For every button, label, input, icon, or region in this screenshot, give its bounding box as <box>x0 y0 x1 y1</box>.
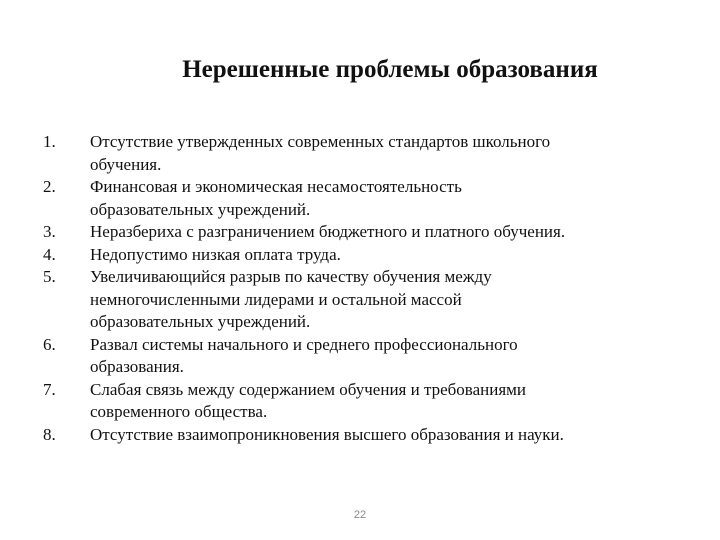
list-item-line: Отсутствие утвержденных современных стандартов школьного <box>90 132 551 151</box>
list-item-line: образования. <box>90 357 184 376</box>
list-item-line: Недопустимо низкая оплата труда. <box>90 244 341 264</box>
slide-title: Нерешенные проблемы образования <box>182 56 598 83</box>
list-item-line: Отсутствие взаимопроникновения высшего образования и науки. <box>90 424 564 444</box>
list-item-line: образовательных учреждений. <box>90 312 311 331</box>
list-item-line: образовательных учреждений. <box>90 199 311 219</box>
list-item-line: Неразбериха с разграничением бюджетного и платного обучения. <box>90 222 566 241</box>
list-item-line: Развал системы начального и среднего профессионального <box>90 334 518 354</box>
list-item-number: 4. <box>43 244 56 264</box>
problem-list <box>0 131 720 446</box>
list-item <box>0 131 720 176</box>
list-item-line: Слабая связь между содержанием обучения и требованиями <box>90 379 527 399</box>
list-item-line: Финансовая и экономическая несамостоятельность <box>90 177 462 196</box>
list-item <box>0 379 720 424</box>
list-item-line: обучения. <box>90 154 162 174</box>
list-item <box>0 244 720 267</box>
list-item-number: 8. <box>43 424 56 444</box>
page-number: 22 <box>353 509 367 521</box>
list-item-line: немногочисленными лидерами и остальной массой <box>90 289 462 309</box>
list-item-line: современного общества. <box>90 402 268 421</box>
list-item <box>0 221 720 244</box>
list-item <box>0 334 720 379</box>
list-item-number: 6. <box>43 334 56 354</box>
list-item-number: 1. <box>43 132 56 151</box>
list-item-number: 5. <box>43 267 56 286</box>
list-item <box>0 266 720 334</box>
list-item-number: 2. <box>43 177 56 196</box>
list-item-line: Увеличивающийся разрыв по качеству обучения между <box>90 267 492 286</box>
list-item-number: 3. <box>43 222 56 241</box>
list-item-number: 7. <box>43 379 56 399</box>
list-item <box>0 424 720 447</box>
list-item <box>0 176 720 221</box>
